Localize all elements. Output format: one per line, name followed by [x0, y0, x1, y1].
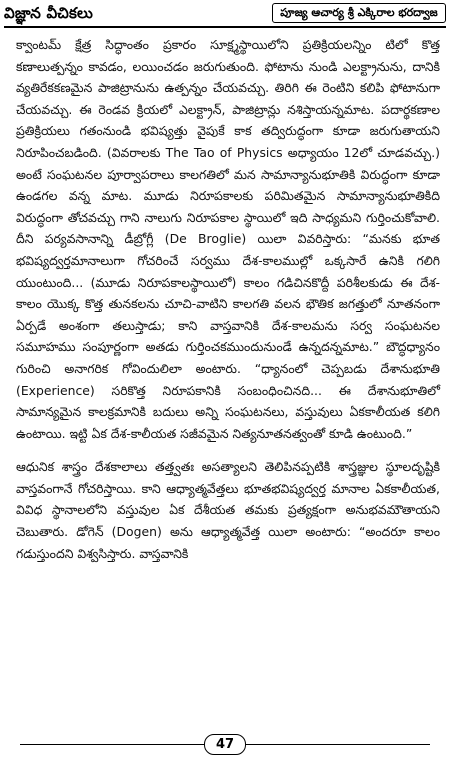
page-body: [16, 34, 440, 564]
paragraph-modern-science: ఆధునిక శాస్త్రం దేశకాలాలు తత్త్వతః అసత్యాలని తెలిపినప్పటికి శాస్త్రజ్ఞుల స్థూలదృష్టికి వాస్తవంగానే గోచరిస్తాయి. కాని ఆధ్యాత్మవేత్తలు భూతభవిష్యద్వర్త మానాల ఏకకాలీయత, వివిధ స్థానాలలోని వస్తువుల ఏక దేశీయత తమకు ప్రత్యక్షంగా అనుభవమౌతాయని చెబుతారు. డోగెన్ (Dogen) అను ఆధ్యాత్మవేత్త యిలా అంటారు: “అందరూ కాలం గడుస్తుందని విశ్వసిస్తారు. వాస్తవానికి: [16, 459, 440, 561]
page-footer: [0, 734, 450, 754]
author-box: పూజ్య ఆచార్య శ్రీ ఎక్కిరాల భరద్వాజ: [272, 3, 446, 23]
book-title: విజ్ఞాన వీచికలు: [4, 4, 94, 22]
paragraph-quantum-theory: క్వాంటమ్ క్షేత్ర సిద్ధాంతం ప్రకారం సూక్ష్మస్థాయిలోని ప్రతిక్రియలన్నిం టిలో కొత్త కణాలుత్పన్నం కావడం, లయించడం జరుగుతుంది. ఫోటాను నుండి ఎలక్ట్రానును, దానికి వ్యతిరేకకణమైన పాజిట్రానును ఉత్పన్నం చేయవచ్చు. తిరిగి ఈ రెంటిని కలిపి ఫోటానుగా చేయవచ్చు. ఈ రెండవ క్రియలో ఎలక్ట్రాన్, పాజిట్రాన్లు నశిస్తాయన్నమాట. పదార్థకణాల ప్రతిక్రియలు గతంనుండి భవిష్యత్తు వైపుకే కాక తద్విరుద్ధంగా కూడా జరుగుతాయని నిరూపించబడింది. (వివరాలకు The Tao of Physics అధ్యాయం 12లో చూడవచ్చు.) అంటే సంఘటనల పూర్వాపరాలు కాలగతిలో మన సామాన్యానుభూతికి విరుద్ధంగా కూడా ఉండగల వన్న మాట. మూడు నిరూపకాలకు పరిమితమైన సామాన్యానుభూతికిది విరుద్ధంగా తోచవచ్చు గాని నాలుగు నిరూపకాల స్థాయిలో ఇది సాధ్యమని గుర్తించుకోవాలి. దీని పర్యవసానాన్ని డీబ్రోగ్లీ (De Broglie) యిలా వివరిస్తారు: “మనకు భూత భవిష్యద్వర్తమానాలుగా గోచరించే సర్వము దేశ-కాలముల్లో ఒక్కసారే ఉనికి గలిగి యుంటుంది... (మూడు నిరూపకాలస్థాయిలో) కాలం గడిచినకొద్దీ పరిశీలకుడు ఈ దేశ-కాలం యొక్క కొత్త తునకలను చూచి-వాటిని కాలగతి వలన భౌతిక జగత్తులో నూతనంగా ఏర్పడే అంశంగా తలుస్తాడు; కాని వాస్తవానికి దేశ-కాలమను సర్వ సంఘటనల సమూహము సంపూర్ణంగా అతడు గుర్తించకముందునుండే ఉన్నదన్నమాట.” బౌద్ధధ్యానం గురించి అనాగరిక గోవిందులిలా అంటారు. “ధ్యానంలో చెప్పబడు దేశానుభూతి (Experience) సరికొత్త నిరూపకానికి సంబంధించినది... ఈ దేశానుభూతిలో సామాన్యమైన కాలక్రమానికి బదులు అన్ని సంఘటనలు, వస్తువులు ఏకకాలీయత కలిగి ఉంటాయి. ఇట్టి ఏక దేశ-కాలీయత సజీవమైన నిత్యనూతనత్వంతో కూడి ఉంటుంది.”: [16, 37, 440, 441]
running-header: [4, 3, 446, 23]
page-number: 47: [204, 734, 246, 755]
header-divider: [4, 26, 446, 28]
